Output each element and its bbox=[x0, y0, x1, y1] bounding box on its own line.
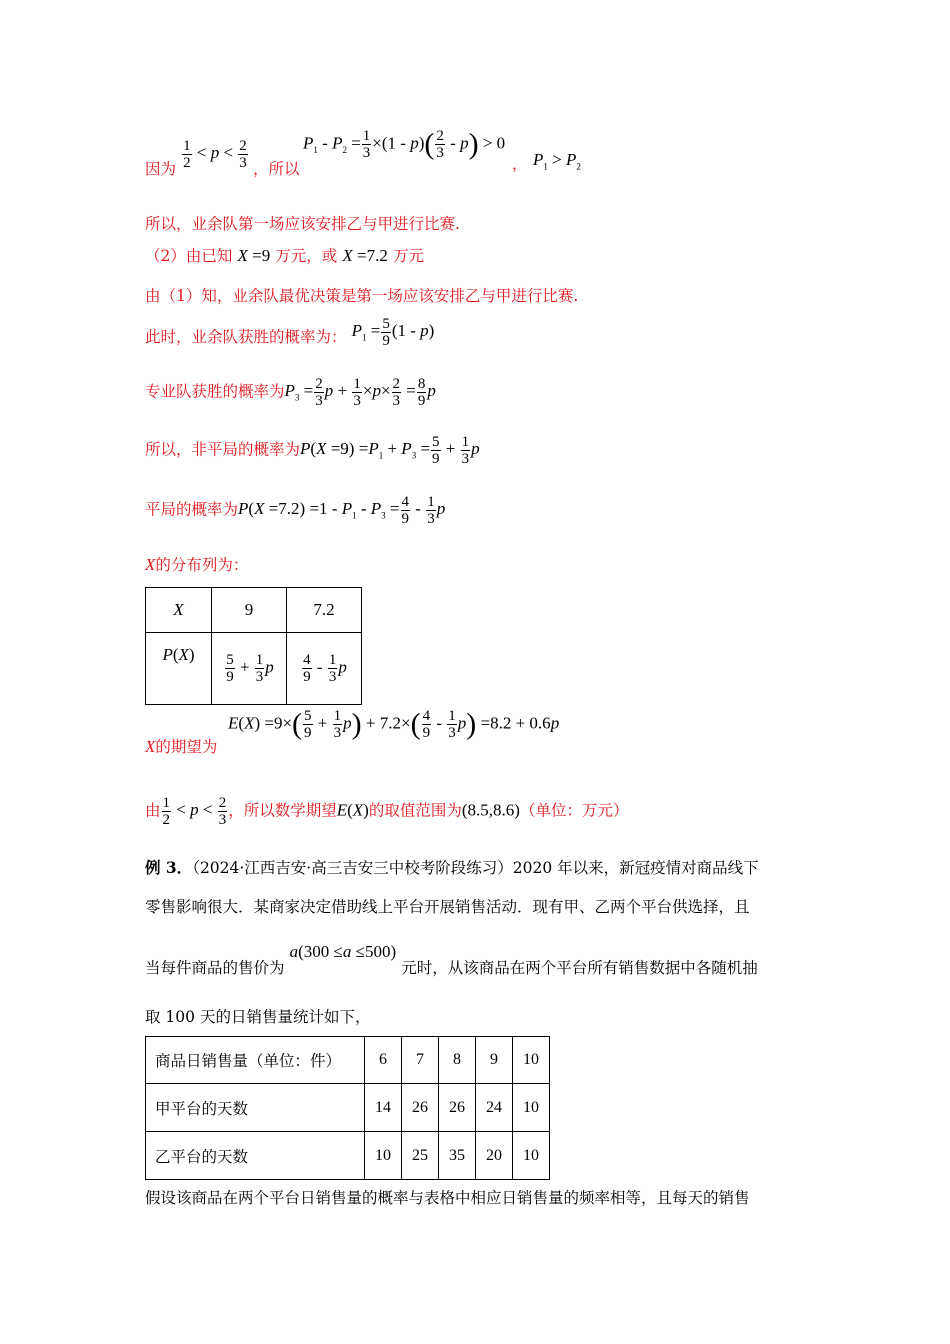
line-1 bbox=[145, 128, 300, 179]
dist-header-x: X bbox=[146, 588, 212, 633]
line-5: 此时，业余队获胜的概率为： $P_1$ = $\frac{5}{9}$ (1 - p) bbox=[145, 316, 435, 349]
formula-expectation: E(X) =9×( $\frac{5}{9}$ + $\frac{1}{3}$ p) + 7.2×( $\frac{4}{9}$ - $\frac{1}{3}$ p) =8.2 + 0.6p bbox=[228, 707, 560, 741]
line-9: X的分布列为： bbox=[145, 555, 249, 574]
example-label: 例 3． bbox=[145, 858, 193, 877]
line-3: （2）由已知 X =9 万元，或 X =7.2 万元 bbox=[145, 246, 424, 265]
sales-table bbox=[145, 1036, 550, 1180]
example-line-3: 当每件商品的售价为 a(300 ≤a ≤500) 元时，从该商品在两个平台所有销售数据中各随机抽 bbox=[145, 942, 758, 977]
decision-line: 由（1）知，业余队最优决策是第一场应该安排乙与甲进行比赛. bbox=[145, 287, 579, 305]
dist-header-9: 9 bbox=[212, 588, 287, 633]
line-7: 所以，非平局的概率为$P(X =9) =P_1 + P_3$ = $\frac{5}{9}$ + $\frac{1}{3}$ p bbox=[145, 434, 480, 467]
example-line-2: 零售影响很大．某商家决定借助线上平台开展销售活动．现有甲、乙两个平台供选择，且 bbox=[145, 898, 750, 916]
conclusion-line: 所以，业余队第一场应该安排乙与甲进行比赛. bbox=[145, 215, 460, 233]
line-8: 平局的概率为$P(X =7.2) =1 - P_1 - P_3$ = $\frac{4}{9}$ - $\frac{1}{3}$ p bbox=[145, 494, 446, 527]
dist-header-7-2: 7.2 bbox=[287, 588, 362, 633]
sales-row: 甲平台的天数 14 26 26 24 10 bbox=[146, 1084, 550, 1132]
text-comma: ， bbox=[512, 155, 528, 173]
dist-prob-9: $\frac{5}{9}$ + $\frac{1}{3}$ p bbox=[212, 633, 287, 705]
line-10: X的期望为 bbox=[145, 737, 218, 756]
dist-px: P(X) bbox=[146, 633, 212, 705]
distribution-table bbox=[145, 587, 362, 705]
dist-prob-7-2: $\frac{4}{9}$ - $\frac{1}{3}$ p bbox=[287, 633, 362, 705]
line-11: 由 $\frac{1}{2}$ < p < $\frac{2}{3}$ ，所以数学期望E(X)的取值范围为(8.5,8.6)（单位：万元） bbox=[145, 795, 629, 828]
formula-p1-gt-p2: $P_1 > P_2$ bbox=[533, 150, 581, 172]
line-6: 专业队获胜的概率为$P_3$ = $\frac{2}{3}$ p + $\frac{1}{3}$ ×p× $\frac{2}{3}$ = $\frac{8}{9}$ p bbox=[145, 376, 436, 409]
formula-p-range: $\frac{1}{2}$ < p < $\frac{2}{3}$ bbox=[183, 138, 247, 171]
sales-row: 乙平台的天数 10 25 35 20 10 bbox=[146, 1132, 550, 1180]
example-line-5: 假设该商品在两个平台日销售量的概率与表格中相应日销售量的频率相等，且每天的销售 bbox=[145, 1189, 750, 1207]
text-so: ，所以 bbox=[253, 160, 300, 179]
sales-row: 商品日销售量（单位：件） 6 7 8 9 10 bbox=[146, 1037, 550, 1084]
formula-p1-minus-p2: $P_1 - P_2$ = $\frac{1}{3}$ ×(1 - p)( $\frac{2}{3}$ - p) > 0 bbox=[303, 127, 506, 161]
example-line-4: 取 100 天的日销售量统计如下， bbox=[145, 1008, 371, 1026]
example-line-1: 例 3．（2024·江西吉安·高三吉安三中校考阶段练习）2020 年以来，新冠疫情对商品线下 bbox=[145, 858, 759, 877]
text-because: 因为 bbox=[145, 160, 177, 179]
